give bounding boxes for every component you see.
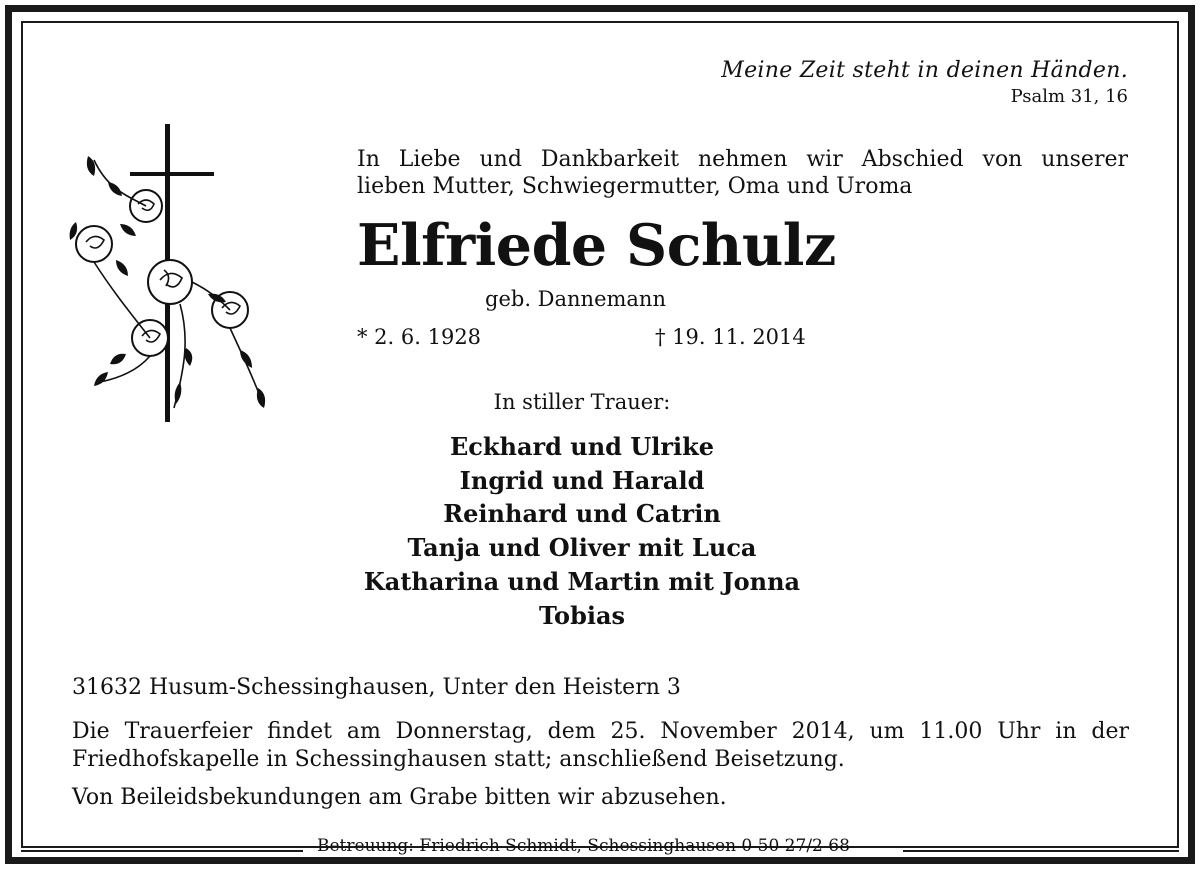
mourner-item: Katharina und Martin mit Jonna (363, 566, 801, 596)
mourners-list (357, 430, 807, 632)
service-line-2: Friedhofskapelle in Schessinghausen statt; anschließend Beisetzung. (72, 747, 845, 772)
service-line-1: Die Trauerfeier findet am Donnerstag, dem 25. November 2014, um 11.00 Uhr in der (72, 719, 1129, 744)
birth-date: * 2. 6. 1928 (357, 325, 482, 349)
intro-line-1: In Liebe und Dankbarkeit nehmen wir Abschied von unserer (357, 147, 1128, 172)
funeral-director-credit: Betreuung: Friedrich Schmidt, Schessinghausen 0 50 27/2 68 (317, 836, 850, 856)
condolence-note: Von Beileidsbekundungen am Grabe bitten wir abzusehen. (72, 785, 727, 810)
mourner-item: Eckhard und Ulrike (449, 432, 715, 461)
intro-text (357, 146, 1128, 200)
mourner-item: Ingrid und Harald (459, 465, 705, 495)
footer-rule-left (21, 850, 303, 852)
family-address: 31632 Husum-Schessinghausen, Unter den Heistern 3 (72, 675, 681, 700)
funeral-service-info (72, 718, 1129, 774)
cross-with-roses-icon (68, 120, 278, 430)
intro-line-2: lieben Mutter, Schwiegermutter, Oma und Uroma (357, 174, 913, 199)
death-date: † 19. 11. 2014 (655, 325, 806, 349)
deceased-name: Elfriede Schulz (357, 212, 836, 279)
footer-rule-right (903, 850, 1179, 852)
motto-source: Psalm 31, 16 (1010, 86, 1128, 107)
mourning-label: In stiller Trauer: (493, 390, 671, 414)
motto-quote: Meine Zeit steht in deinen Händen. (721, 58, 1128, 83)
mourner-item: Reinhard und Catrin (443, 499, 721, 529)
mourner-item: Tanja und Oliver mit Luca (407, 533, 757, 563)
footer (21, 836, 1179, 860)
mourner-item: Tobias (538, 600, 626, 630)
maiden-name: geb. Dannemann (485, 287, 666, 311)
